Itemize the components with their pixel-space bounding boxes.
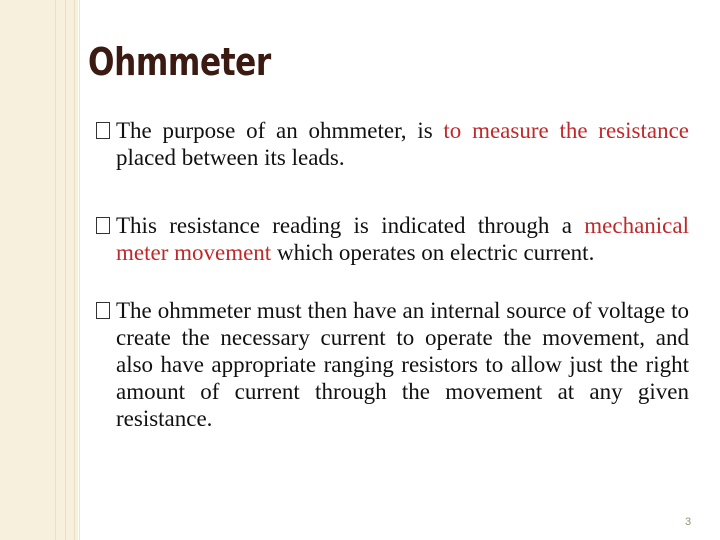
side-panel-line <box>79 0 80 540</box>
slide-title: Ohmmeter <box>88 40 271 84</box>
bullet-item <box>96 212 689 266</box>
slide-number: 3 <box>685 516 692 528</box>
side-panel-line <box>74 0 75 540</box>
bullet-text-segment: The purpose of an ohmmeter, is <box>116 118 444 143</box>
bullet-item <box>96 117 689 171</box>
missing-glyph-box-icon <box>96 302 110 319</box>
bullet-highlight-segment: mechanical meter movement <box>116 213 689 265</box>
side-panel-line <box>65 0 66 540</box>
bullet-text-segment: which operates on electric current. <box>271 240 595 265</box>
bullet-item <box>96 297 689 432</box>
decorative-side-panel <box>0 0 78 540</box>
bullet-list <box>96 117 689 432</box>
bullet-text-segment: This resistance reading is indicated through a <box>116 213 585 238</box>
side-panel-line <box>55 0 56 540</box>
bullet-highlight-segment: to measure the resistance <box>443 118 689 143</box>
missing-glyph-box-icon <box>96 217 110 234</box>
missing-glyph-box-icon <box>96 122 110 139</box>
bullet-text-segment: The ohmmeter must then have an internal source of voltage to create the necessary current to operate the movement, and also have appropriate ranging resistors to allow just the right amount of current through the movement at any given resistance. <box>116 298 689 431</box>
bullet-text-segment: placed between its leads. <box>116 145 345 170</box>
